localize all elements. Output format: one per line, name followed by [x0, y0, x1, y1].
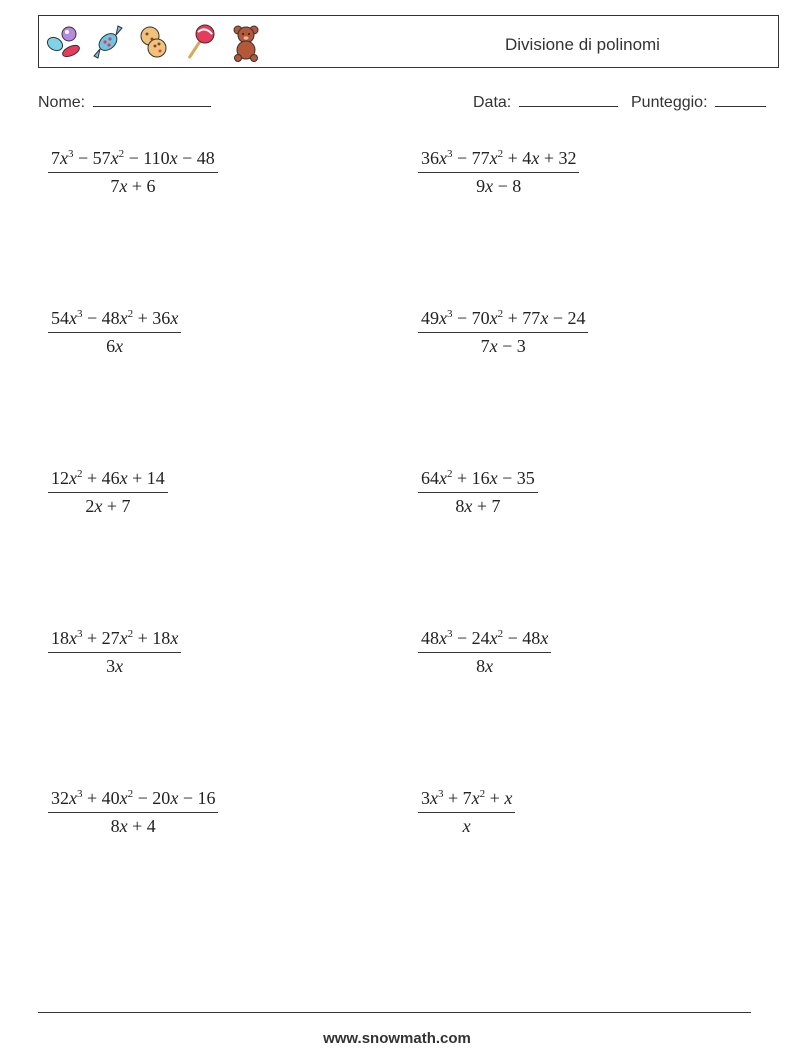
problem-5	[48, 468, 168, 517]
denominator: 7x − 3	[480, 336, 526, 356]
cookies-icon	[135, 22, 173, 62]
fraction	[48, 468, 168, 517]
denominator: 3x	[106, 656, 124, 676]
fraction	[418, 148, 579, 197]
denominator: 8x + 4	[110, 816, 156, 836]
name-blank[interactable]	[93, 93, 211, 107]
candies-icon	[43, 22, 81, 62]
date-field[interactable]	[473, 93, 618, 112]
wrapped-candy-icon	[89, 22, 127, 62]
denominator: 9x − 8	[476, 176, 522, 196]
numerator: $32x^3 + 40x^2 - 20x - 16$	[51, 788, 216, 808]
problem-8	[418, 628, 551, 677]
problem-7	[48, 628, 181, 677]
numerator: $48x^3 - 24x^2 - 48x$	[421, 628, 549, 648]
numerator: $7x^3 - 57x^2 - 110x - 48$	[51, 148, 215, 168]
numerator: $3x^3 + 7x^2 + x$	[421, 788, 513, 808]
lollipop-icon	[181, 22, 219, 62]
problem-4	[418, 308, 588, 357]
denominator: 6x	[106, 336, 124, 356]
name-label: Nome:	[38, 94, 86, 111]
problem-9	[48, 788, 218, 837]
problem-6	[418, 468, 538, 517]
problem-10	[418, 788, 515, 837]
denominator: 8x	[476, 656, 494, 676]
teddy-bear-icon	[227, 22, 265, 62]
numerator: $36x^3 - 77x^2 + 4x + 32$	[421, 148, 577, 168]
denominator: 7x + 6	[110, 176, 156, 196]
score-label: Punteggio:	[631, 94, 708, 111]
score-field[interactable]	[631, 93, 766, 112]
footer-website[interactable]: www.snowmath.com	[323, 1030, 471, 1047]
fraction	[48, 308, 181, 357]
problem-3	[48, 308, 181, 357]
fraction	[418, 468, 538, 517]
denominator: x	[462, 816, 471, 836]
numerator: $64x^2 + 16x - 35$	[421, 468, 535, 488]
date-blank[interactable]	[519, 93, 618, 107]
name-field[interactable]	[38, 93, 211, 112]
fraction	[418, 788, 515, 837]
footer-divider	[38, 1012, 751, 1013]
fraction	[48, 148, 218, 197]
denominator: 2x + 7	[85, 496, 131, 516]
numerator: $18x^3 + 27x^2 + 18x$	[51, 628, 179, 648]
problem-1	[48, 148, 218, 197]
fraction	[48, 628, 181, 677]
worksheet-title: Divisione di polinomi	[505, 35, 660, 54]
fraction	[418, 628, 551, 677]
header-icons	[43, 21, 265, 63]
numerator: $54x^3 - 48x^2 + 36x$	[51, 308, 179, 328]
problem-2	[418, 148, 579, 197]
denominator: 8x + 7	[455, 496, 501, 516]
score-blank[interactable]	[715, 93, 766, 107]
fraction	[418, 308, 588, 357]
header-box	[38, 15, 779, 68]
fraction	[48, 788, 218, 837]
numerator: $12x^2 + 46x + 14$	[51, 468, 165, 488]
numerator: $49x^3 - 70x^2 + 77x - 24$	[421, 308, 586, 328]
date-label: Data:	[473, 94, 512, 111]
